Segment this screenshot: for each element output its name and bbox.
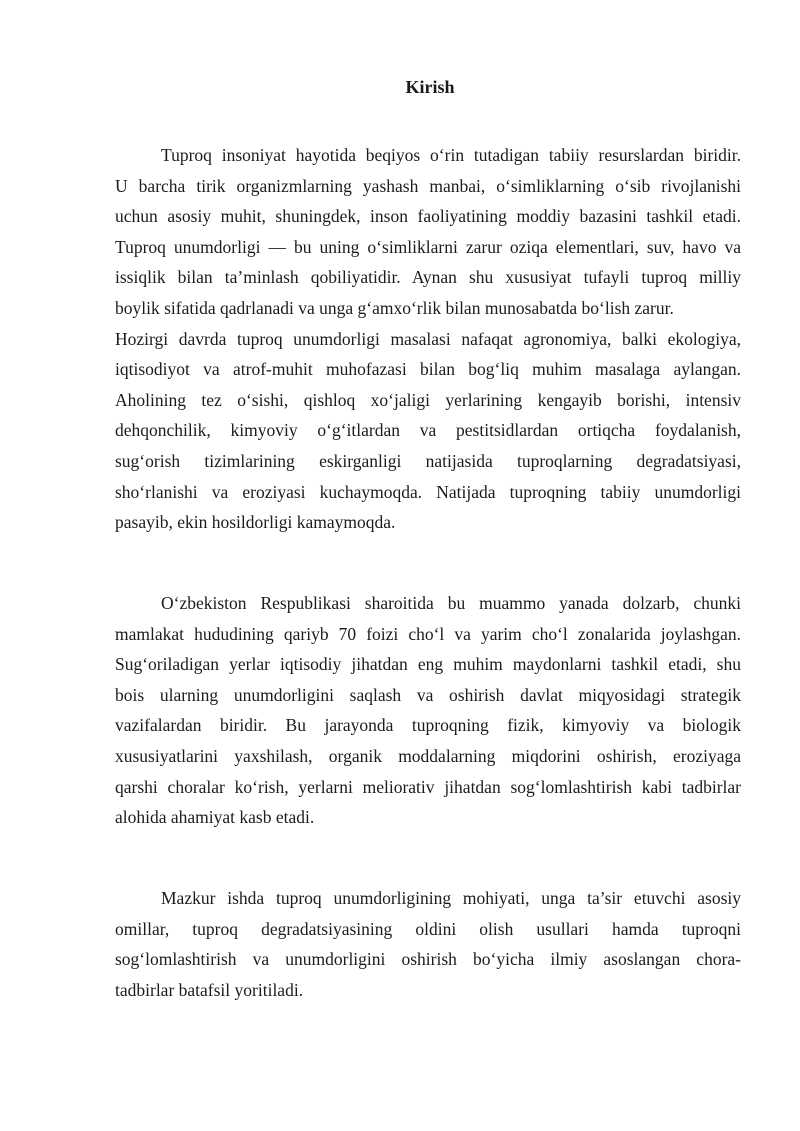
text-line: sog‘lomlashtirish va unumdorligini oshirish bo‘yicha ilmiy asoslangan chora- (115, 949, 741, 970)
text-line: Mazkur ishda tuproq unumdorligining mohiyati, unga ta’sir etuvchi asosiy (161, 888, 741, 908)
text-line: omillar, tuproq degradatsiyasining oldini olish usullari hamda tuproqni (115, 918, 741, 939)
text-line: Sug‘oriladigan yerlar iqtisodiy jihatdan eng muhim maydonlarni tashkil etadi, shu (115, 654, 741, 675)
text-line: issiqlik bilan ta’minlash qobiliyatidir. Aynan shu xususiyat tufayli tuproq milliy (115, 267, 741, 288)
text-line: Hozirgi davrda tuproq unumdorligi masalasi nafaqat agronomiya, balki ekologiya, (115, 328, 741, 349)
text-line: vazifalardan biridir. Bu jarayonda tuproqning fizik, kimyoviy va biologik (115, 715, 741, 736)
paragraph-uzbekistan (115, 588, 741, 833)
text-line: dehqonchilik, kimyoviy o‘g‘itlardan va pestitsidlardan ortiqcha foydalanish, (115, 420, 741, 441)
text-line: mamlakat hududining qariyb 70 foizi cho‘l va yarim cho‘l zonalarida joylashgan. (115, 623, 741, 644)
text-line: alohida ahamiyat kasb etadi. (115, 807, 315, 828)
text-line: sug‘orish tizimlarining eskirganligi natijasida tuproqlarning degradatsiyasi, (115, 450, 741, 471)
text-line: pasayib, ekin hosildorligi kamaymoqda. (115, 512, 396, 533)
paragraph-scope (115, 883, 741, 1005)
text-line: xususiyatlarini yaxshilash, organik moddalarning miqdorini oshirish, eroziyaga (115, 745, 741, 766)
text-line: U barcha tirik organizmlarning yashash manbai, o‘simliklarning o‘sib rivojlanishi (115, 175, 741, 196)
text-line: iqtisodiyot va atrof-muhit muhofazasi bilan bog‘liq muhim masalaga aylangan. (115, 359, 741, 380)
text-line: bois ularning unumdorligini saqlash va oshirish davlat miqyosidagi strategik (115, 684, 741, 705)
text-line: uchun asosiy muhit, shuningdek, inson faoliyatining moddiy bazasini tashkil etadi. (115, 206, 741, 227)
text-line: Tuproq insoniyat hayotida beqiyos o‘rin tutadigan tabiiy resurslardan biridir. (161, 145, 741, 165)
text-line: qarshi choralar ko‘rish, yerlarni meliorativ jihatdan sog‘lomlashtirish kabi tadbirlar (115, 776, 741, 797)
text-line: tadbirlar batafsil yoritiladi. (115, 979, 304, 1000)
text-line: boylik sifatida qadrlanadi va unga g‘amxo‘rlik bilan munosabatda bo‘lish zarur. (115, 297, 674, 318)
text-line: O‘zbekiston Respublikasi sharoitida bu muammo yanada dolzarb, chunki (161, 593, 741, 613)
paragraph-intro (115, 140, 741, 538)
text-line: sho‘rlanishi va eroziyasi kuchaymoqda. Natijada tuproqning tabiiy unumdorligi (115, 481, 741, 502)
text-line: Tuproq unumdorligi — bu uning o‘simliklarni zarur oziqa elementlari, suv, havo va (115, 236, 741, 257)
section-title: Kirish (405, 77, 455, 97)
text-line: Aholining tez o‘sishi, qishloq xo‘jaligi yerlarining kengayib borishi, intensiv (115, 389, 741, 410)
